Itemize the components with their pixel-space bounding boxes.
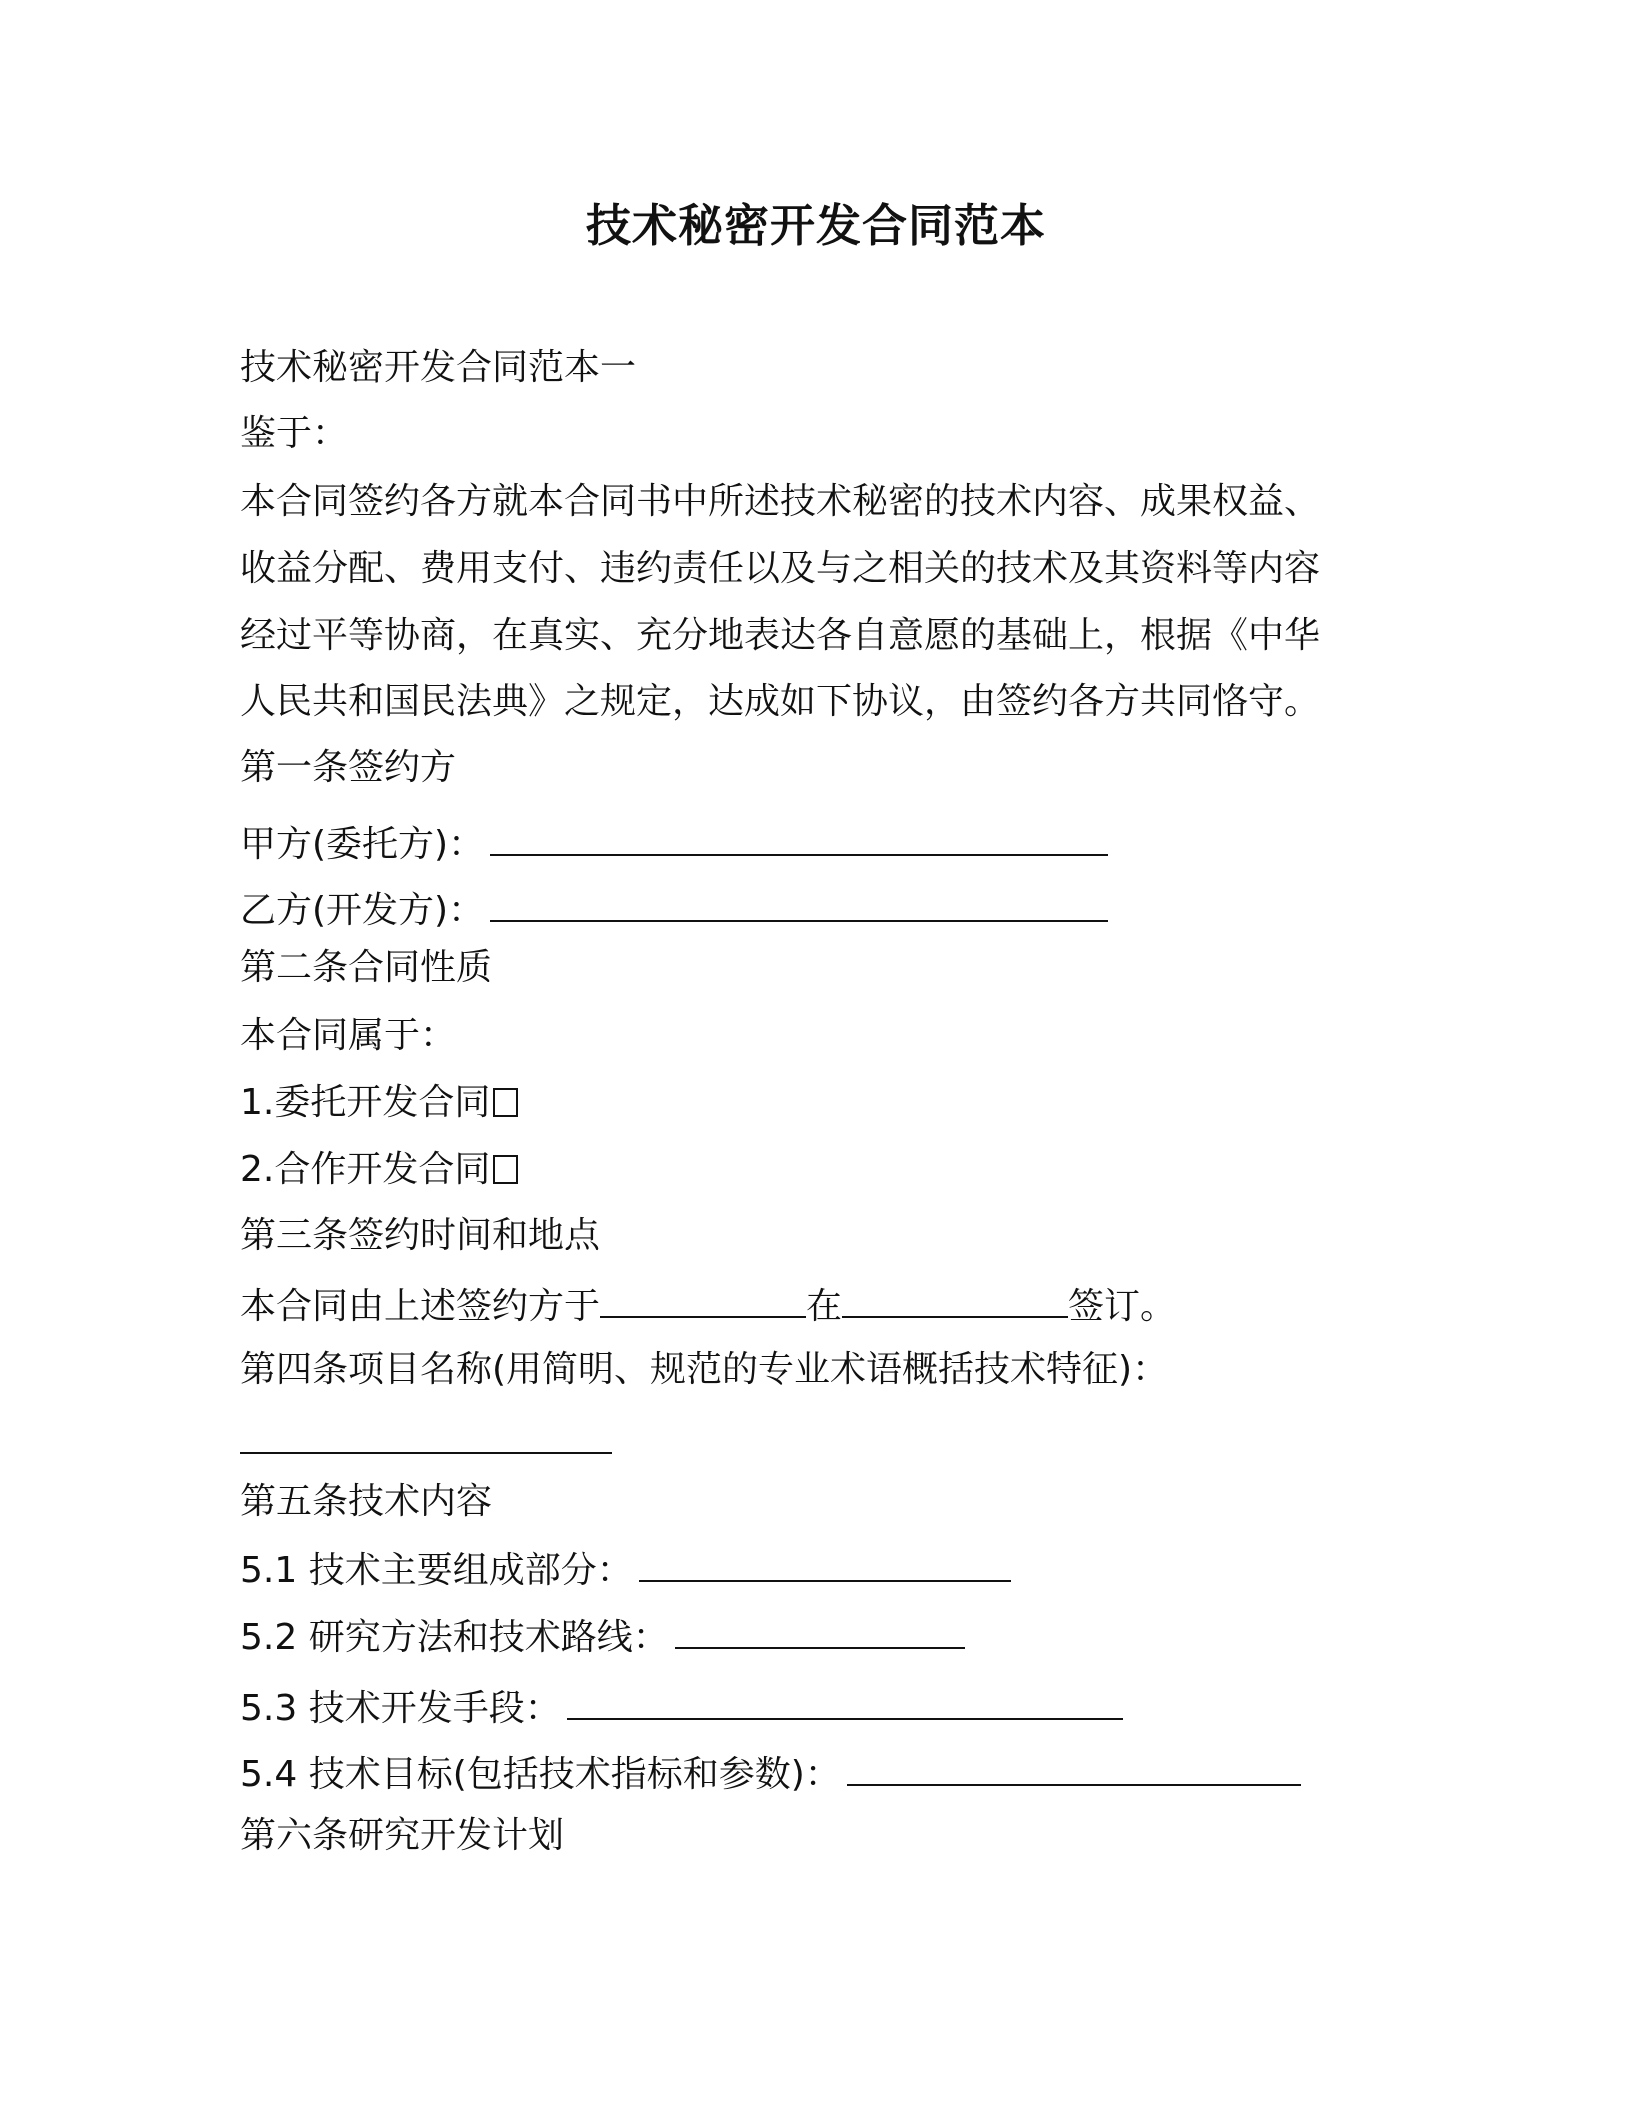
- project-name-blank[interactable]: [240, 1416, 612, 1454]
- item-5-2-label: 5.2 研究方法和技术路线：: [240, 1617, 669, 1658]
- article-1-heading: 第一条签约方: [240, 747, 457, 788]
- party-b-row: [240, 884, 1108, 935]
- party-b-label: 乙方(开发方)：: [240, 890, 485, 931]
- document-subtitle: 技术秘密开发合同范本一: [240, 347, 637, 388]
- article-2-intro: 本合同属于：: [240, 1015, 457, 1056]
- item-5-4-label: 5.4 技术目标(包括技术指标和参数)：: [240, 1754, 841, 1795]
- option-2-row: [240, 1146, 518, 1194]
- article-3-heading: 第三条签约时间和地点: [240, 1215, 601, 1256]
- signing-date-blank[interactable]: [600, 1280, 806, 1318]
- project-name-row: [240, 1416, 612, 1467]
- item-5-3-row: [240, 1682, 1123, 1733]
- document-title: 技术秘密开发合同范本: [585, 199, 1046, 252]
- party-b-blank[interactable]: [490, 884, 1108, 922]
- article-2-heading: 第二条合同性质: [240, 947, 493, 988]
- article-6-heading: 第六条研究开发计划: [240, 1815, 565, 1856]
- option-2-checkbox[interactable]: [493, 1155, 518, 1184]
- option-1-row: [240, 1079, 518, 1127]
- item-5-1-label: 5.1 技术主要组成部分：: [240, 1550, 633, 1591]
- item-5-1-blank[interactable]: [639, 1544, 1011, 1582]
- option-2-label: 2.合作开发合同: [240, 1149, 491, 1190]
- option-1-label: 1.委托开发合同: [240, 1082, 491, 1123]
- item-5-2-row: [240, 1611, 965, 1662]
- preamble-line-4: 人民共和国民法典》之规定，达成如下协议，由签约各方共同恪守。: [240, 681, 1321, 722]
- article-5-heading: 第五条技术内容: [240, 1481, 493, 1522]
- article-3-text-before: 本合同由上述签约方于: [240, 1286, 601, 1327]
- party-a-label: 甲方(委托方)：: [240, 824, 485, 865]
- article-3-text-row: [240, 1280, 1176, 1331]
- option-1-checkbox[interactable]: [493, 1088, 518, 1117]
- party-a-row: [240, 818, 1108, 869]
- party-a-blank[interactable]: [490, 818, 1108, 856]
- item-5-4-blank[interactable]: [847, 1748, 1301, 1786]
- whereas-label: 鉴于：: [240, 413, 349, 454]
- article-3-text-middle: 在: [806, 1286, 843, 1327]
- item-5-4-row: [240, 1748, 1301, 1799]
- item-5-2-blank[interactable]: [675, 1611, 965, 1649]
- item-5-3-blank[interactable]: [567, 1682, 1123, 1720]
- article-3-text-after: 签订。: [1068, 1286, 1177, 1327]
- preamble-line-1: 本合同签约各方就本合同书中所述技术秘密的技术内容、成果权益、: [240, 481, 1321, 522]
- preamble-line-2: 收益分配、费用支付、违约责任以及与之相关的技术及其资料等内容: [240, 548, 1321, 589]
- signing-place-blank[interactable]: [842, 1280, 1068, 1318]
- preamble-line-3: 经过平等协商，在真实、充分地表达各自意愿的基础上，根据《中华: [240, 615, 1321, 656]
- item-5-3-label: 5.3 技术开发手段：: [240, 1688, 561, 1729]
- article-4-heading: 第四条项目名称(用简明、规范的专业术语概括技术特征)：: [240, 1349, 1169, 1390]
- item-5-1-row: [240, 1544, 1011, 1595]
